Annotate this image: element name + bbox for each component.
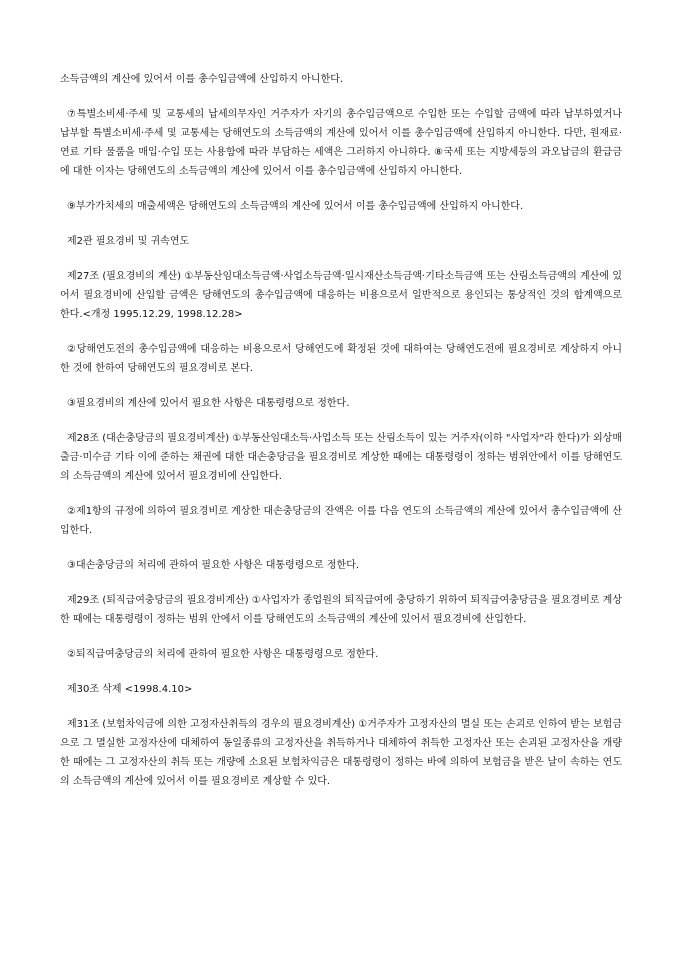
document-body (60, 70, 622, 807)
article-27: 제27조 (필요경비의 계산) ①부동산임대소득금액·사업소득금액·일시재산소득금액·기타소득금액 또는 산림소득금액의 계산에 있어서 필요경비에 산입할 금액은 당해연도의 총수입금액에 대응하는 비용으로서 일반적으로 용인되는 통상적인 것의 합계액으로 한다.<개정 1995.12.29, 1998.12.28> (60, 271, 622, 320)
paragraph-clause-9: ⑨부가가치세의 매출세액은 당해연도의 소득금액의 계산에 있어서 이를 총수입금액에 산입하지 아니한다. (67, 201, 524, 212)
section-heading: 제2관 필요경비 및 귀속연도 (67, 236, 190, 247)
article-29: 제29조 (퇴직급여충당금의 필요경비계산) ①사업자가 종업원의 퇴직급여에 충당하기 위하여 퇴직급여충당금을 필요경비로 계상한 때에는 대통령령이 정하는 범위 안에서 이를 당해연도의 소득금액의 계산에 있어서 필요경비에 산입한다. (60, 595, 622, 625)
paragraph-clause-7: ⑦특별소비세·주세 및 교통세의 납세의무자인 거주자가 자기의 총수입금액으로 수입한 또는 수입할 금액에 따라 납부하였거나 납부할 특별소비세·주세 및 교통세는 당해연도의 소득금액의 계산에 있어서 이를 총수입금액에 산입하지 아니한다. 다만, 원재료·연료 기타 물품을 매입·수입 또는 사용함에 따라 부담하는 세액은 그러하지 아니하다. ⑧국세 또는 지방세등의 과오납금의 환급금에 대한 이자는 당해연도의 소득금액의 계산에 있어서 이를 총수입금액에 산입하지 아니한다. (60, 109, 622, 177)
article-28-clause-3: ③대손충당금의 처리에 관하여 필요한 사항은 대통령령으로 정한다. (67, 560, 360, 571)
article-27-clause-2: ②당해연도전의 총수입금액에 대응하는 비용으로서 당해연도에 확정된 것에 대하여는 당해연도전에 필요경비로 계상하지 아니한 것에 한하여 당해연도의 필요경비로 본다. (60, 344, 622, 374)
article-28-clause-2: ②제1항의 규정에 의하여 필요경비로 계상한 대손충당금의 잔액은 이를 다음 연도의 소득금액의 계산에 있어서 총수입금액에 산입한다. (60, 506, 622, 536)
article-31: 제31조 (보험차익금에 의한 고정자산취득의 경우의 필요경비계산) ①거주자가 고정자산의 멸실 또는 손괴로 인하여 받는 보험금으로 그 멸실한 고정자산에 대체하여 동일종류의 고정자산을 취득하거나 대체하여 취득한 고정자산 또는 손괴된 고정자산을 개량한 때에는 그 고정자산의 취득 또는 개량에 소요된 보험차익금은 대통령령이 정하는 바에 의하여 보험금을 받은 날이 속하는 연도의 소득금액의 계산에 있어서 이를 필요경비로 계상할 수 있다. (60, 719, 622, 787)
article-30: 제30조 삭제 <1998.4.10> (67, 684, 193, 695)
paragraph-continuation: 소득금액의 계산에 있어서 이를 총수입금액에 산입하지 아니한다. (60, 74, 344, 85)
article-28: 제28조 (대손충당금의 필요경비계산) ①부동산임대소득·사업소득 또는 산림소득이 있는 거주자(이하 "사업자"라 한다)가 외상매출금·미수금 기타 이에 준하는 채권에 대한 대손충당금을 필요경비로 계상한 때에는 대통령령이 정하는 범위안에서 이를 당해연도의 소득금액의 계산에 있어서 필요경비에 산입한다. (60, 433, 622, 482)
article-27-clause-3: ③필요경비의 계산에 있어서 필요한 사항은 대통령령으로 정한다. (67, 398, 350, 409)
article-29-clause-2: ②퇴직급여충당금의 처리에 관하여 필요한 사항은 대통령령으로 정한다. (67, 649, 379, 660)
